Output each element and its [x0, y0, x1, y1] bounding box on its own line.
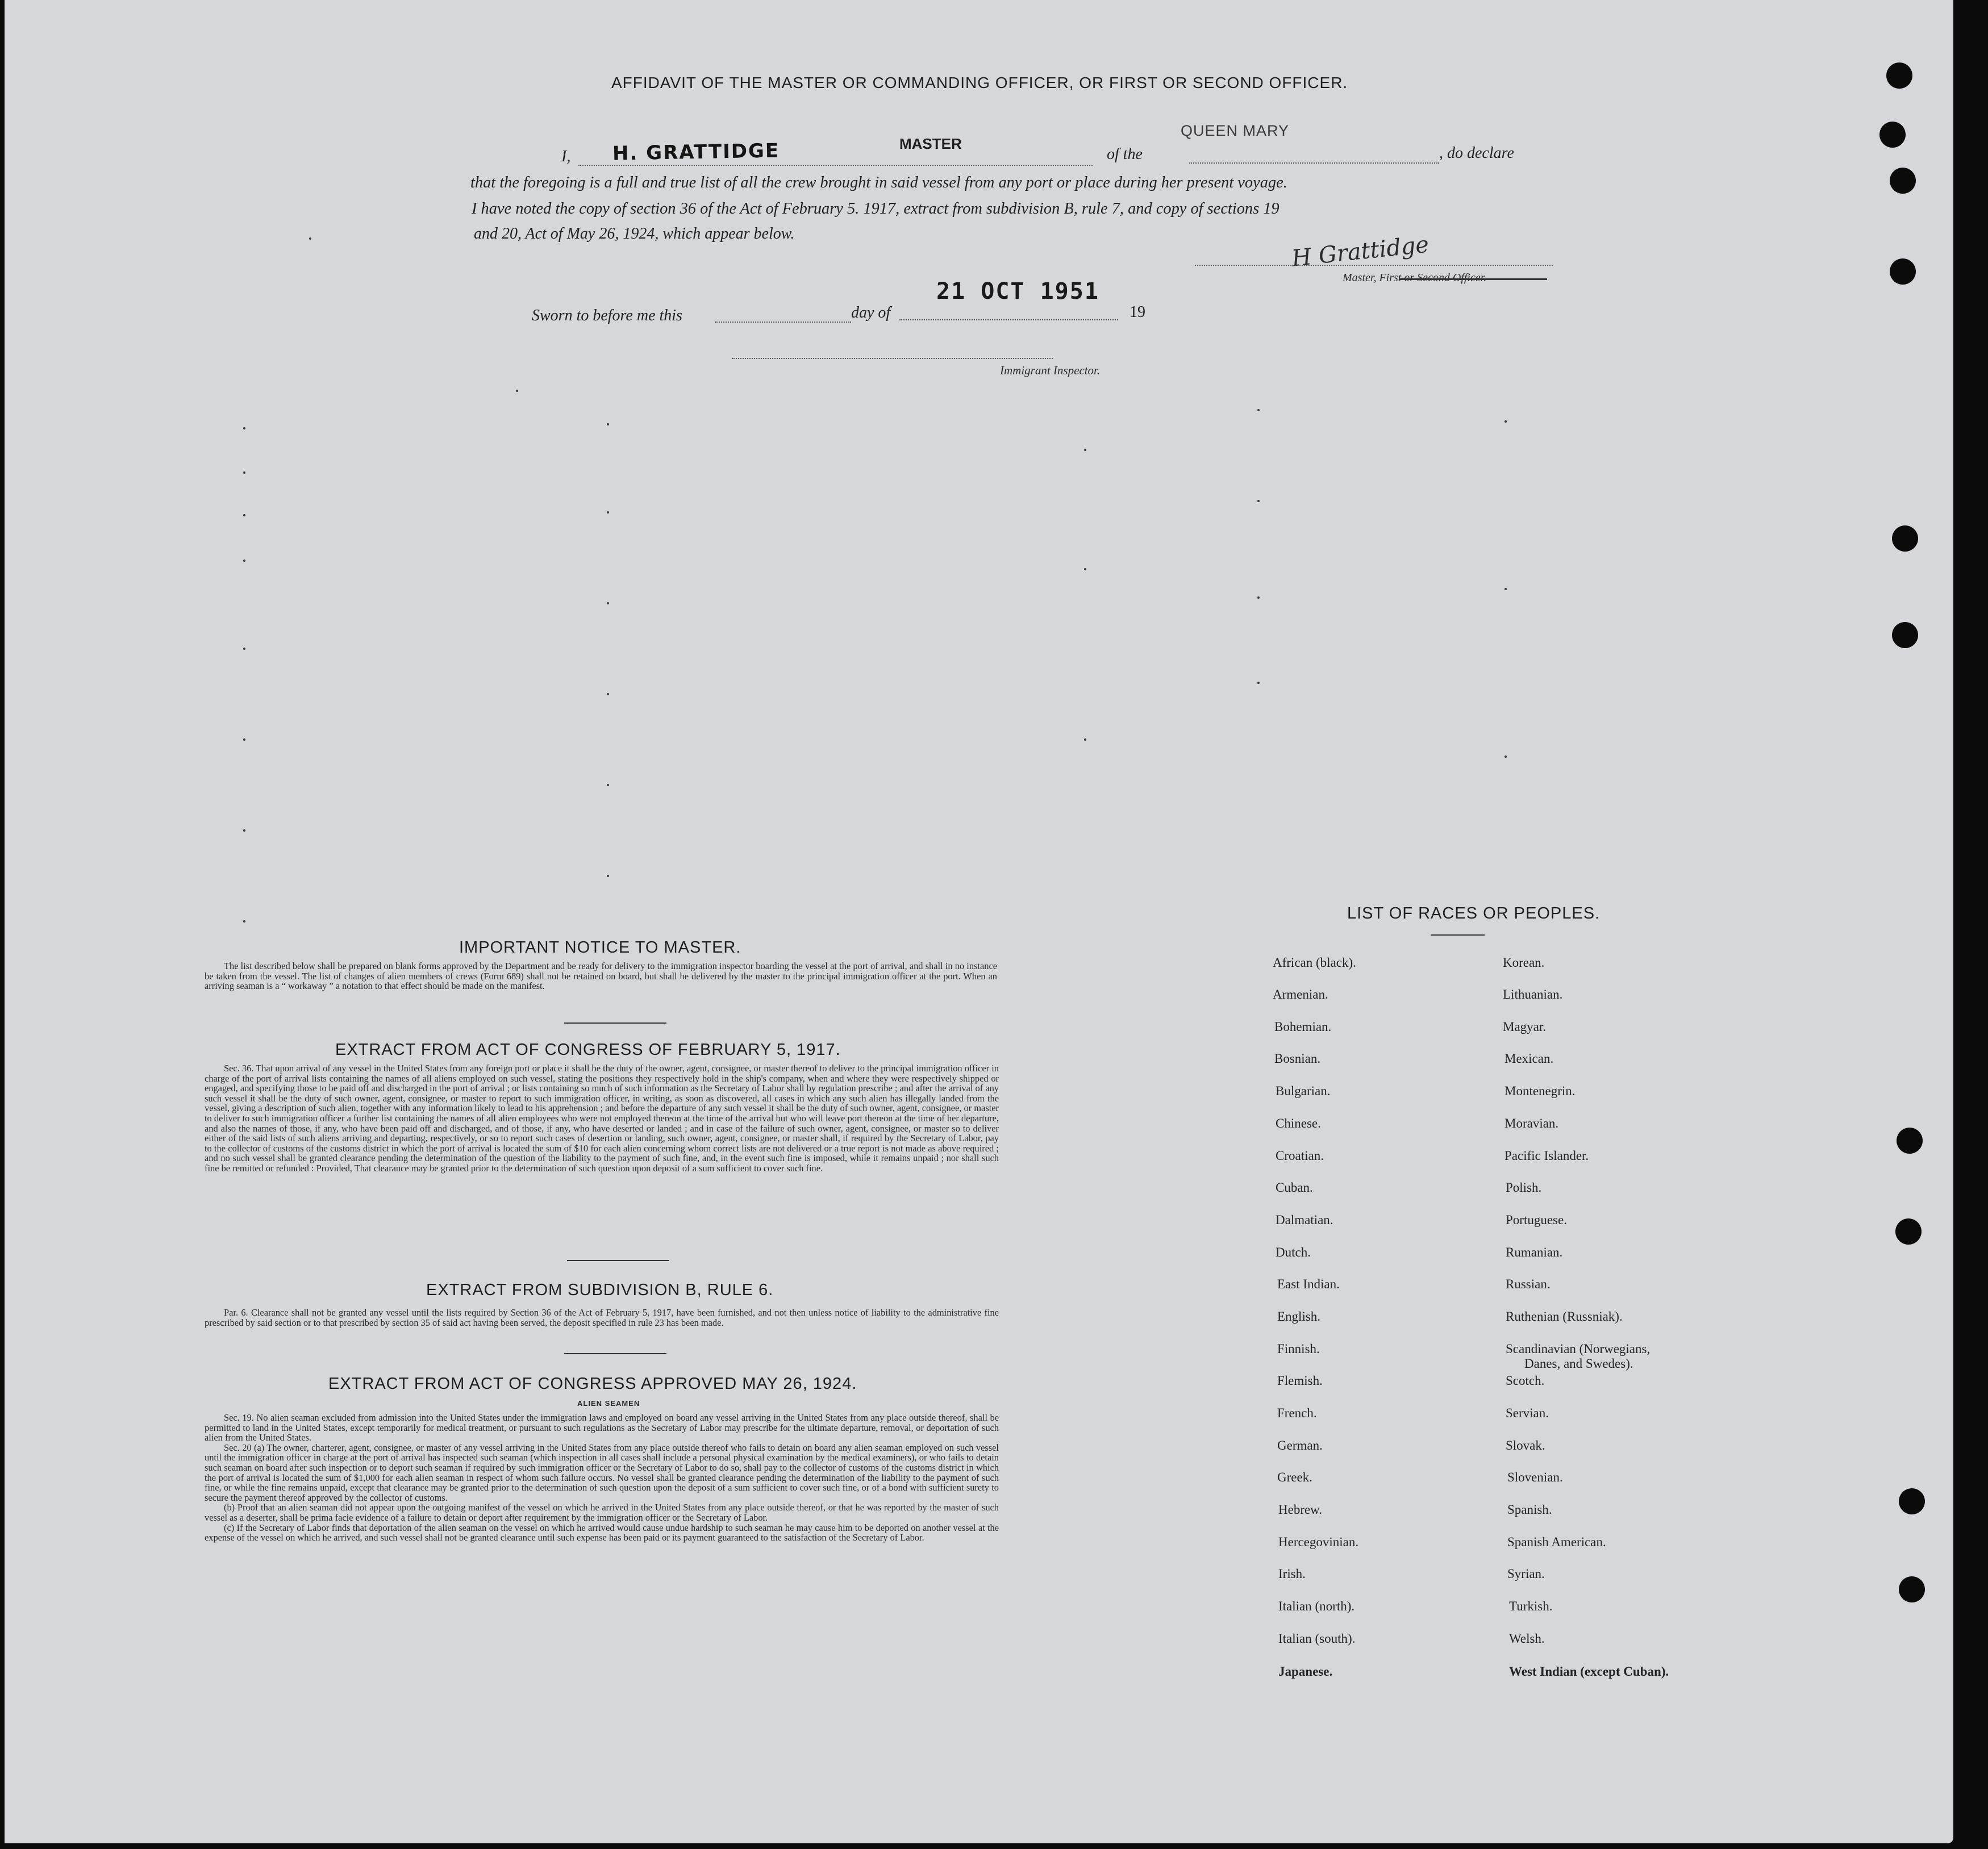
master-name: H. GRATTIDGE [612, 139, 780, 165]
extract-rule6-paragraph: Par. 6. Clearance shall not be granted any vessel until the lists required by Section 36 of the Act of February 5, 1917, have been furnished, and not then unless notice of liability to the administrative fine prescribed by said section or to that prescribed by section 35 of said act having been served, the deposit specified in rule 23 has been made. [205, 1307, 999, 1328]
race-item: Mexican. [1504, 1051, 1554, 1066]
extract-1917-title: EXTRACT FROM ACT OF CONGRESS OF FEBRUARY 5, 1917. [335, 1041, 841, 1059]
vessel-line [1189, 162, 1439, 164]
divider [564, 1022, 666, 1024]
extract-1917-body [205, 1063, 999, 1174]
race-item: Scotch. [1506, 1374, 1545, 1388]
affidavit-title: AFFIDAVIT OF THE MASTER OR COMMANDING OFFICER, OR FIRST OR SECOND OFFICER. [611, 74, 1348, 91]
extract-1924-sec20a: Sec. 20 (a) The owner, charterer, agent, consignee, or master of any vessel arriving in the United States from any place outside thereof who fails to detain on board any alien seaman employed on such vessel until the immigration officer in charge at the port of arrival has inspected such seaman (which inspection in all cases shall include a personal physical examination by the medical examiners), or who fails to detain such seaman on board after such inspection or to deport such seaman if required by such immigration officer or the Secretary of Labor to do so, shall pay to the collector of customs of the customs district in which the port of arrival is located the sum of $1,000 for each alien seaman in respect of whom such failure occurs. No vessel shall be granted clearance pending the determination of the liability to the payment of such fine, or while the fine remains unpaid, except that clearance may be granted prior to the determination of such question upon the deposit of a sum sufficient to cover such fine, or of a bond with sufficient surety to secure the payment thereof approved by the collector of customs. [205, 1442, 999, 1503]
race-item: Spanish. [1507, 1502, 1552, 1517]
race-item: Rumanian. [1506, 1245, 1563, 1259]
race-item: Greek. [1277, 1470, 1312, 1484]
race-item: Magyar. [1503, 1020, 1547, 1034]
race-item: Pacific Islander. [1504, 1149, 1589, 1163]
sworn-label: Sworn to before me this [532, 307, 682, 324]
sworn-month-line [899, 319, 1118, 320]
race-item: Spanish American. [1507, 1535, 1606, 1549]
race-item: Portuguese. [1506, 1213, 1567, 1227]
strikethrough [1399, 278, 1547, 280]
race-item: East Indian. [1277, 1277, 1340, 1291]
affidavit-line-3: I have noted the copy of section 36 of the Act of February 5. 1917, extract from subdivision B, rule 7, and copy of sections 19 [472, 200, 1280, 218]
notice-body [205, 961, 997, 991]
race-item: Slovenian. [1507, 1470, 1563, 1484]
race-item: Hercegovinian. [1278, 1535, 1359, 1549]
race-item: Servian. [1506, 1406, 1549, 1420]
punch-hole [1890, 168, 1916, 194]
race-item: Dalmatian. [1276, 1213, 1333, 1227]
extract-1924-body [205, 1413, 999, 1543]
race-item: African (black). [1273, 955, 1356, 970]
document-page [5, 0, 1953, 1843]
punch-hole [1892, 622, 1918, 648]
punch-hole [1879, 122, 1906, 148]
punch-hole [1895, 1218, 1922, 1245]
divider [564, 1353, 666, 1354]
punch-hole [1886, 62, 1912, 89]
race-item: Italian (north). [1278, 1599, 1355, 1613]
punch-hole [1897, 1128, 1923, 1154]
race-item: Polish. [1506, 1180, 1542, 1195]
race-item: Bohemian. [1274, 1020, 1332, 1034]
race-item: Cuban. [1276, 1180, 1313, 1195]
extract-1924-sec19: Sec. 19. No alien seaman excluded from admission into the United States under the immigration laws and employed on board any vessel arriving in the United States from any place outside thereof, shall be permitted to land in the United States, except temporarily for medical treatment, or pursuant to such regulations as the Secretary of Labor may prescribe for the ultimate departure, removal, or deportation of such alien from the United States. [205, 1412, 999, 1443]
punch-hole [1890, 258, 1916, 285]
extract-1924-sec20c: (c) If the Secretary of Labor finds that deportation of the alien seaman on the vessel on which he arrived would cause undue hardship to such seaman he may cause him to be deported on another vessel at the expense of the vessel on which he arrived, and such vessel shall not be granted clearance until such expense has been paid or its payment guaranteed to the satisfaction of the Secretary of Labor. [205, 1522, 999, 1543]
punch-hole [1899, 1576, 1925, 1602]
extract-rule6-title: EXTRACT FROM SUBDIVISION B, RULE 6. [426, 1281, 774, 1299]
races-underline [1431, 934, 1485, 936]
race-item: English. [1277, 1309, 1321, 1324]
punch-hole [1892, 525, 1918, 552]
do-declare-label: , do declare [1439, 144, 1514, 162]
race-item: Chinese. [1276, 1116, 1321, 1130]
race-item: Bosnian. [1274, 1051, 1321, 1066]
races-title: LIST OF RACES OR PEOPLES. [1347, 904, 1601, 923]
race-item: Japanese. [1278, 1664, 1333, 1679]
race-item: Bulgarian. [1276, 1084, 1331, 1098]
race-item: Russian. [1506, 1277, 1551, 1291]
race-item: Turkish. [1509, 1599, 1553, 1613]
inspector-caption: Immigrant Inspector. [1000, 364, 1101, 377]
race-item: Montenegrin. [1504, 1084, 1576, 1098]
race-item: Slovak. [1506, 1438, 1545, 1453]
year-prefix: 19 [1130, 303, 1145, 321]
extract-1924-title: EXTRACT FROM ACT OF CONGRESS APPROVED MAY 26, 1924. [328, 1375, 857, 1393]
extract-rule6-body [205, 1308, 999, 1328]
notice-paragraph: The list described below shall be prepared on blank forms approved by the Department and be ready for delivery to the immigration inspector boarding the vessel at the port of arrival, and shall in no instance be taken from the vessel. The list of changes of alien members of crews (Form 689) shall not be retained on board, but shall be delivered by the master to the principal immigration officer at the port. When an arriving seaman is a “ workaway ” a notation to that effect should be made on the manifest. [205, 961, 997, 992]
notice-title: IMPORTANT NOTICE TO MASTER. [459, 938, 741, 957]
signer-caption: Master, First or Second Officer. [1343, 272, 1487, 284]
race-item: Dutch. [1276, 1245, 1311, 1259]
of-the-label: of the [1107, 145, 1143, 163]
race-item: Flemish. [1277, 1374, 1323, 1388]
affidavit-line-4: and 20, Act of May 26, 1924, which appear below. [474, 225, 795, 243]
affidavit-i-label: I, [561, 148, 571, 165]
race-item: Scandinavian (Norwegians, [1506, 1342, 1651, 1356]
name-line [578, 165, 1093, 166]
divider [567, 1260, 669, 1261]
race-item: Syrian. [1507, 1567, 1545, 1581]
race-item: French. [1277, 1406, 1317, 1420]
extract-1917-paragraph: Sec. 36. That upon arrival of any vessel in the United States from any foreign port or place it shall be the duty of the owner, agent, consignee, or master thereof to deliver to the principal immigration officer in charge of the port of arrival lists containing the names of all aliens employed on such vessel, stating the positions they respectively hold in the ship's company, when and where they were respectively shipped or engaged, and specifying those to be paid off and discharged in the port of arrival ; or lists containing so much of such information as the Secretary of Labor shall by regulation prescribe ; and after the arrival of any such vessel it shall be the duty of such owner, agent, consignee, or master to report to such immigration officer, in writing, as soon as discovered, all cases in which any such alien has illegally landed from the vessel, giving a description of such alien, together with any information likely to lead to his apprehension ; and before the departure of any such vessel it shall be the duty of such owner, agent, consignee, or master to deliver to such immigration officer a further list containing the names of all alien employees who were not employed thereon at the time of the arrival but who will leave port thereon at the time of her departure, and also the names of those, if any, who have been paid off and discharged, and of those, if any, who have deserted or landed ; and in case of the failure of such owner, agent, consignee, or master so to deliver either of the said lists of such aliens arriving and departing, respectively, or so to report such cases of desertion or landing, such owner, agent, consignee, or master shall, if required by the Secretary of Labor, pay to the collector of customs of the customs district in which the port of arrival is located the sum of $10 for each alien concerning whom correct lists are not delivered or a true report is not made as above required ; and no such vessel shall be granted clearance pending the determination of the question of the liability to the payment of such fine, and, in the event such fine is imposed, while it remains unpaid ; nor shall such fine be remitted or refunded : Provided, That clearance may be granted prior to the determination of such question upon deposit of a sum sufficient to cover such fine. [205, 1063, 999, 1174]
extract-1924-subtitle: ALIEN SEAMEN [577, 1399, 640, 1408]
inspector-line [732, 358, 1053, 359]
race-item: Korean. [1503, 955, 1545, 970]
master-rank: MASTER [899, 135, 962, 152]
race-item: Lithuanian. [1503, 987, 1563, 1001]
race-item: Hebrew. [1278, 1502, 1323, 1517]
race-item: Croatian. [1276, 1149, 1324, 1163]
affidavit-line-2: that the foregoing is a full and true list of all the crew brought in said vessel from any port or place during her present voyage. [470, 174, 1287, 191]
race-item: Irish. [1278, 1567, 1306, 1581]
punch-hole [1899, 1488, 1925, 1514]
race-item: Finnish. [1277, 1342, 1320, 1356]
race-item: Armenian. [1273, 987, 1328, 1001]
race-item: West Indian (except Cuban). [1509, 1664, 1669, 1679]
extract-1924-sec20b: (b) Proof that an alien seaman did not appear upon the outgoing manifest of the vessel on which he arrived in the United States from any place outside thereof, or that he was reported by the master of such vessel as a deserter, shall be prima facie evidence of a failure to detain or deport after requirement by the immigration officer or the Secretary of Labor. [205, 1502, 999, 1523]
race-item: German. [1277, 1438, 1323, 1453]
date-stamp: 21 OCT 1951 [936, 278, 1099, 304]
race-item: Italian (south). [1278, 1631, 1356, 1646]
race-item-continuation: Danes, and Swedes). [1524, 1357, 1633, 1371]
race-item: Welsh. [1509, 1631, 1545, 1646]
day-of-label: day of [851, 304, 891, 322]
race-item: Ruthenian (Russniak). [1506, 1309, 1623, 1324]
master-signature: H Grattidge [1290, 231, 1431, 272]
signature-line [1195, 265, 1553, 266]
vessel-name: QUEEN MARY [1181, 122, 1290, 139]
sworn-day-line [715, 322, 851, 323]
race-item: Moravian. [1504, 1116, 1559, 1130]
